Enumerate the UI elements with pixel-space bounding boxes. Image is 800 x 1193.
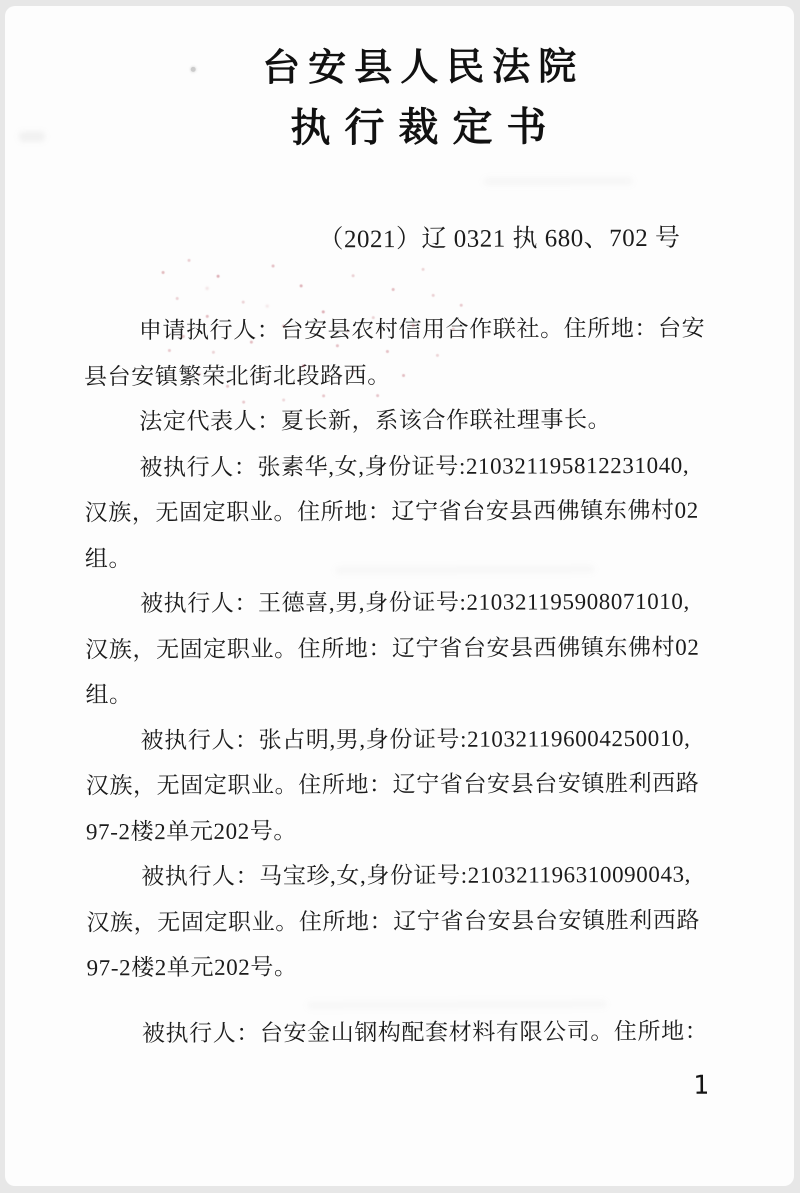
body-line: 组。 (84, 545, 133, 571)
body-line: 申请执行人：台安县农村信用合作联社。住所地：台安 (138, 315, 706, 344)
body-line: 法定代表人：夏长新，系该合作联社理事长。 (139, 407, 612, 435)
body-line: 被执行人：王德喜,男,身份证号:210321195908071010, (139, 588, 690, 617)
body-line: 汉族，无固定职业。住所地：辽宁省台安县台安镇胜利西路 (85, 770, 700, 799)
body-line: 汉族，无固定职业。住所地：辽宁省台安县西佛镇东佛村02 (84, 497, 699, 526)
body-line: 被执行人：台安金山钢构配套材料有限公司。住所地： (141, 1018, 709, 1046)
body-line: 县台安镇繁荣北街北段路西。 (83, 362, 391, 389)
document-title: 执行裁定书 (290, 104, 561, 151)
body-line: 97-2楼2单元202号。 (85, 817, 298, 844)
red-stamp-residue (154, 253, 157, 256)
body-line: 被执行人：张素华,女,身份证号:210321195812231040, (139, 452, 690, 480)
body-line: 组。 (85, 682, 133, 708)
court-name: 台安县人民法院 (262, 46, 585, 90)
document-page (5, 6, 794, 1186)
document-body (5, 305, 794, 1056)
scan-smudge (307, 1000, 607, 1009)
body-line: 被执行人：马宝珍,女,身份证号:210321196310090043, (141, 861, 692, 890)
scan-smudge (335, 565, 595, 574)
body-line: 97-2楼2单元202号。 (86, 954, 298, 981)
body-line: 汉族，无固定职业。住所地：辽宁省台安县台安镇胜利西路 (86, 907, 701, 935)
document-content (5, 6, 794, 1186)
page-number: 1 (693, 1070, 709, 1101)
body-line: 汉族，无固定职业。住所地：辽宁省台安县西佛镇东佛村02 (85, 634, 700, 662)
case-number: （2021）辽 0321 执 680、702 号 (318, 224, 681, 254)
body-line: 被执行人：张占明,男,身份证号:210321196004250010, (140, 725, 691, 753)
scan-smudge (483, 177, 633, 186)
